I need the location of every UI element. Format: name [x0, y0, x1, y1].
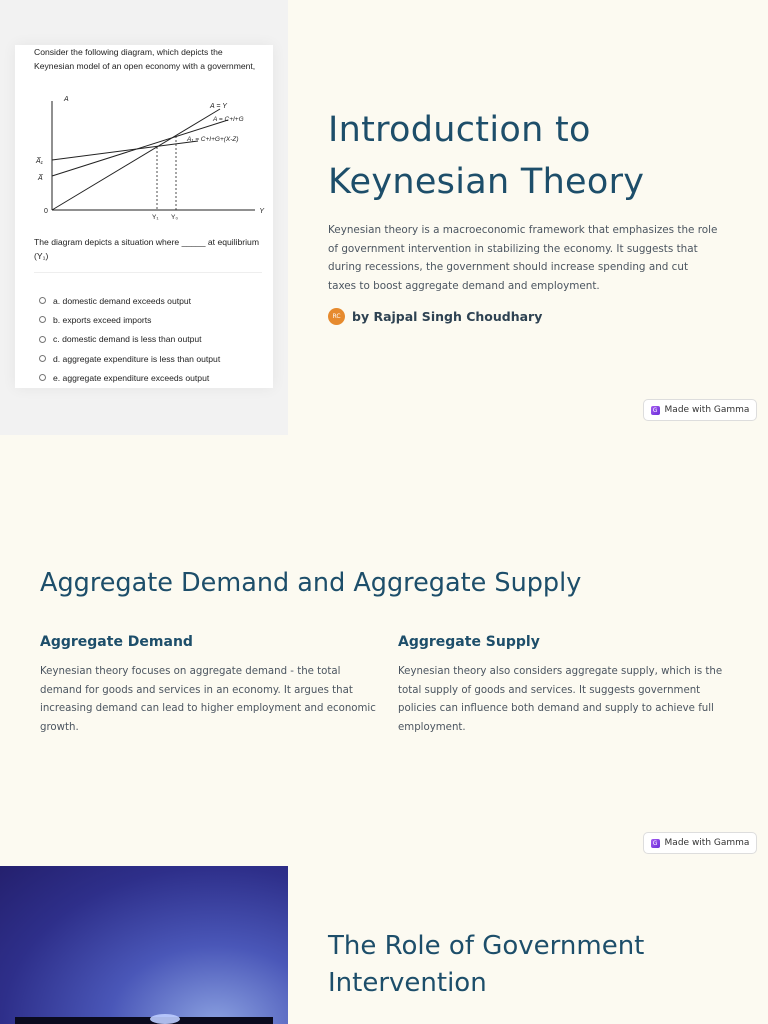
quiz-option-a[interactable]: [39, 291, 220, 310]
radio-icon[interactable]: [39, 336, 46, 343]
gamma-logo-icon: G: [651, 406, 660, 415]
slide-introduction: [0, 0, 768, 435]
line-closed-label: A = C+I+G: [213, 116, 244, 123]
aggregate-demand-heading: Aggregate Demand: [40, 634, 193, 650]
radio-icon[interactable]: [39, 355, 46, 362]
aggregate-demand-text: Keynesian theory focuses on aggregate demand - the total demand for goods and services in an economy. It argues that increasing demand can lead to higher employment and economic growth.: [40, 666, 376, 733]
author-name: by Rajpal Singh Choudhary: [352, 309, 543, 324]
quiz-option-label: c. domestic demand is less than output: [53, 334, 202, 345]
quiz-image-panel: [0, 0, 288, 435]
image-glow: [150, 1014, 180, 1024]
gamma-logo-icon: G: [651, 839, 660, 848]
quiz-option-c[interactable]: [39, 330, 220, 349]
radio-icon[interactable]: [39, 316, 46, 323]
line-a-equals-y: [52, 109, 220, 210]
y-axis-label: A: [64, 96, 69, 103]
x-axis-label: Y: [259, 208, 264, 215]
image-dark-band: [15, 1017, 273, 1024]
keynesian-cross-diagram: [30, 91, 264, 221]
aggregate-supply-text: Keynesian theory also considers aggregate supply, which is the total supply of goods and services. It suggests government policies can influence both demand and supply to achieve full employment.: [398, 666, 723, 733]
quiz-option-label: a. domestic demand exceeds output: [53, 295, 192, 306]
author-byline: [328, 308, 542, 325]
radio-icon[interactable]: [39, 374, 46, 381]
quiz-option-d[interactable]: [39, 349, 220, 368]
quiz-option-label: b. exports exceed imports: [53, 314, 152, 325]
quiz-options-list: [39, 291, 220, 387]
intercept-high-label: A̅₁: [36, 158, 43, 165]
avatar: RC: [328, 308, 345, 325]
slide-description: Keynesian theory is a macroeconomic framework that emphasizes the role of government intervention in stabilizing the economy. It suggests that during recessions, the government should increase spending and cut taxes to boost aggregate demand and employment.: [328, 224, 718, 292]
origin-label: 0: [44, 208, 48, 215]
quiz-question-text: The diagram depicts a situation where _____ at equilibrium (Y₁): [34, 237, 259, 261]
made-with-gamma-label: Made with Gamma: [664, 838, 750, 848]
quiz-option-e[interactable]: [39, 368, 220, 387]
slide-title: Aggregate Demand and Aggregate Supply: [40, 568, 582, 598]
quiz-divider: [34, 272, 262, 273]
slide-title: The Role of Government Intervention: [328, 931, 645, 998]
line-ay-label: A = Y: [210, 103, 227, 110]
quiz-screenshot: [15, 45, 273, 388]
intercept-low-label: A̅: [38, 175, 43, 182]
made-with-gamma-button[interactable]: [643, 832, 757, 854]
y0-label: Y₀: [171, 214, 179, 221]
slide-title: Introduction to Keynesian Theory: [328, 110, 645, 202]
y1-label: Y₁: [152, 214, 159, 221]
quiz-option-label: d. aggregate expenditure is less than output: [53, 353, 221, 364]
made-with-gamma-button[interactable]: [643, 399, 757, 421]
quiz-option-b[interactable]: [39, 310, 220, 329]
slide-image: [0, 866, 288, 1024]
quiz-option-label: e. aggregate expenditure exceeds output: [53, 372, 210, 383]
line-open-label: A₁ = C+I+G+(X-Z): [187, 136, 239, 143]
quiz-intro-text: Consider the following diagram, which depicts the Keynesian model of an open economy with a government,: [34, 47, 256, 71]
aggregate-supply-heading: Aggregate Supply: [398, 634, 540, 650]
radio-icon[interactable]: [39, 297, 46, 304]
made-with-gamma-label: Made with Gamma: [664, 405, 750, 415]
line-closed-economy: [52, 120, 228, 176]
